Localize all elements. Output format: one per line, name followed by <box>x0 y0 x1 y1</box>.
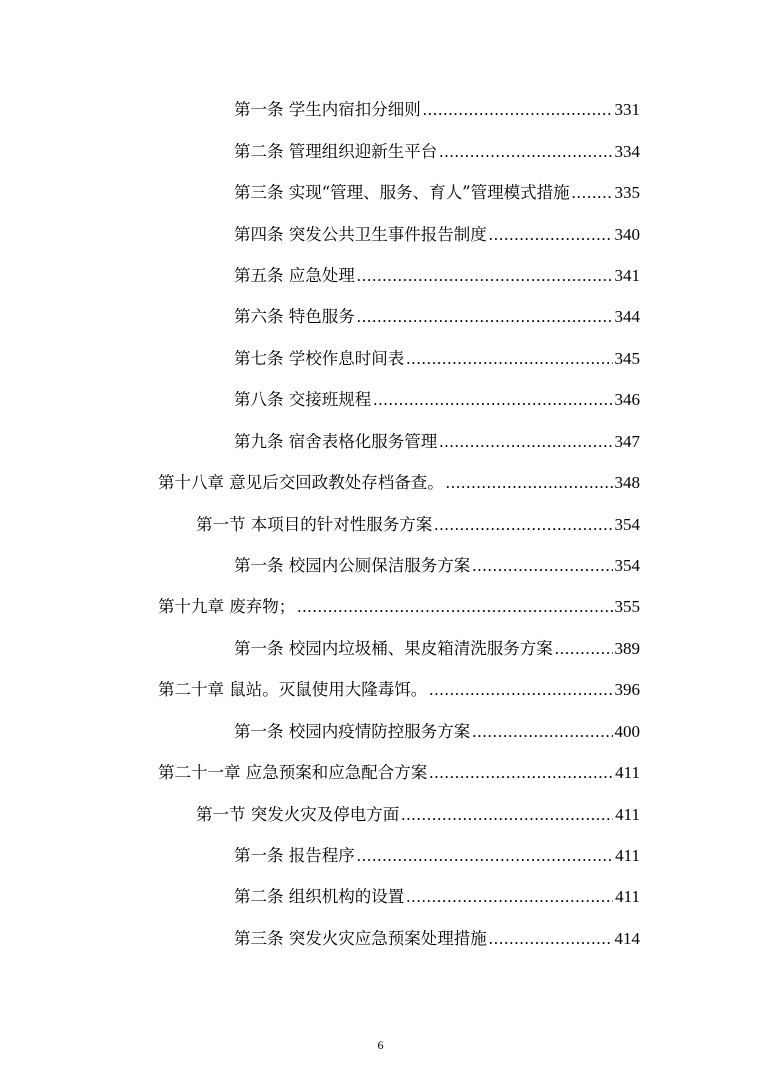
dot-leader <box>489 220 613 250</box>
toc-entry-page: 340 <box>614 225 640 244</box>
toc-entry-page: 411 <box>615 846 640 865</box>
toc-entry-title: 第一节 突发火灾及停电方面 <box>196 805 400 824</box>
toc-entry-page: 347 <box>614 432 640 451</box>
toc-entry-page: 334 <box>614 142 640 161</box>
toc-entry-page: 348 <box>614 473 640 492</box>
dot-leader <box>572 178 613 208</box>
toc-entry-page: 335 <box>614 183 640 202</box>
toc-entry-page: 345 <box>614 349 640 368</box>
toc-entry-title: 第五条 应急处理 <box>234 266 355 285</box>
toc-entry-title: 第一节 本项目的针对性服务方案 <box>196 515 433 534</box>
toc-entry-page: 355 <box>614 597 640 616</box>
dot-leader <box>406 882 613 912</box>
toc-entry-page: 389 <box>614 639 640 658</box>
toc-entry[interactable] <box>234 427 640 457</box>
toc-entry-title: 第三条 实现“管理、服务、育人”管理模式措施 <box>234 183 570 202</box>
toc-entry-page: 331 <box>614 100 640 119</box>
toc-entry-title: 第一条 校园内疫情防控服务方案 <box>234 722 471 741</box>
dot-leader <box>446 468 613 498</box>
toc-entry-page: 346 <box>614 390 640 409</box>
toc-entry-page: 411 <box>615 763 640 782</box>
toc-entry-title: 第八条 交接班规程 <box>234 390 372 409</box>
toc-entry[interactable] <box>234 717 640 747</box>
toc-entry[interactable] <box>234 261 640 291</box>
toc-entry-page: 354 <box>614 556 640 575</box>
toc-entry[interactable] <box>234 924 640 954</box>
toc-entry[interactable] <box>196 510 640 540</box>
dot-leader <box>429 758 613 788</box>
toc-entry-page: 400 <box>614 722 640 741</box>
toc-entry[interactable] <box>234 841 640 871</box>
toc-entry-page: 414 <box>614 929 640 948</box>
dot-leader <box>429 675 612 705</box>
toc-entry[interactable] <box>234 882 640 912</box>
dot-leader <box>357 261 613 291</box>
toc-entry-title: 第二十章 鼠站。灭鼠使用大隆毒饵。 <box>158 680 428 699</box>
toc-entry-title: 第二条 组织机构的设置 <box>234 887 405 906</box>
dot-leader <box>439 427 612 457</box>
toc-entry-title: 第三条 突发火灾应急预案处理措施 <box>234 929 487 948</box>
toc-entry-title: 第一条 报告程序 <box>234 846 355 865</box>
toc-entry[interactable] <box>234 551 640 581</box>
toc-entry[interactable] <box>234 137 640 167</box>
toc-entry[interactable] <box>234 302 640 332</box>
toc-entry-title: 第十八章 意见后交回政教处存档备查。 <box>158 473 444 492</box>
toc-entry-title: 第七条 学校作息时间表 <box>234 349 405 368</box>
toc-entry-title: 第二条 管理组织迎新生平台 <box>234 142 438 161</box>
toc-entry-title: 第六条 特色服务 <box>234 307 355 326</box>
toc-entry-page: 411 <box>615 887 640 906</box>
toc-entry-title: 第一条 校园内垃圾桶、果皮箱清洗服务方案 <box>234 639 553 658</box>
dot-leader <box>439 137 612 167</box>
toc-entry-title: 第二十一章 应急预案和应急配合方案 <box>158 763 428 782</box>
dot-leader <box>406 344 612 374</box>
toc-entry-page: 344 <box>614 307 640 326</box>
dot-leader <box>423 95 613 125</box>
dot-leader <box>373 385 612 415</box>
toc-entry-title: 第一条 校园内公厕保洁服务方案 <box>234 556 471 575</box>
toc-entry-title: 第四条 突发公共卫生事件报告制度 <box>234 225 487 244</box>
page-number: 6 <box>377 1038 384 1052</box>
toc-entry[interactable] <box>234 634 640 664</box>
toc-entry[interactable] <box>196 800 640 830</box>
toc-entry[interactable] <box>234 178 640 208</box>
toc-entry-page: 396 <box>614 680 640 699</box>
toc-entry[interactable] <box>158 758 640 788</box>
dot-leader <box>357 841 613 871</box>
toc-entry[interactable] <box>234 385 640 415</box>
toc-entry-page: 341 <box>614 266 640 285</box>
toc-entry[interactable] <box>234 344 640 374</box>
toc-entry[interactable] <box>158 592 640 622</box>
dot-leader <box>357 302 613 332</box>
dot-leader <box>489 924 613 954</box>
toc-entry[interactable] <box>158 468 640 498</box>
dot-leader <box>472 551 612 581</box>
toc-entry[interactable] <box>234 220 640 250</box>
dot-leader <box>434 510 612 540</box>
dot-leader <box>472 717 612 747</box>
toc-entry[interactable] <box>158 675 640 705</box>
toc-entry[interactable] <box>234 95 640 125</box>
toc-entry-page: 354 <box>614 515 640 534</box>
toc-entry-title: 第九条 宿舍表格化服务管理 <box>234 432 438 451</box>
dot-leader <box>555 634 613 664</box>
dot-leader <box>297 592 612 622</box>
toc-entry-title: 第十九章 废弃物； <box>158 597 296 616</box>
toc-entry-title: 第一条 学生内宿扣分细则 <box>234 100 421 119</box>
toc-entry-page: 411 <box>615 805 640 824</box>
dot-leader <box>401 800 613 830</box>
